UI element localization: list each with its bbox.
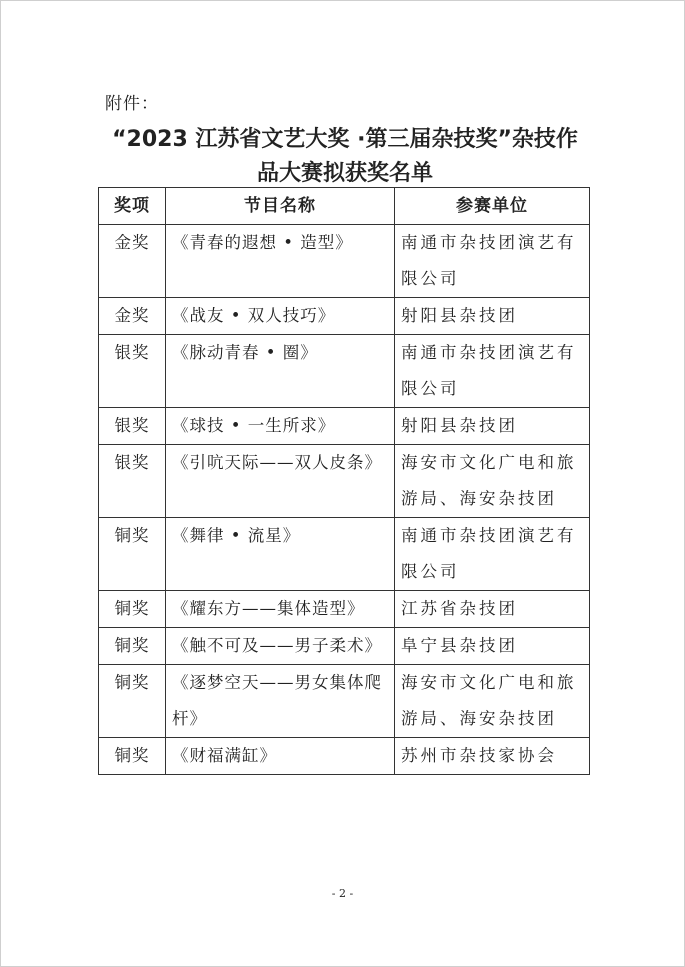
document-title-line-1: “2023 江苏省文艺大奖 ·第三届杂技奖”杂技作 xyxy=(112,127,578,152)
table-row xyxy=(99,591,590,628)
attachment-label: 附件： xyxy=(105,94,159,114)
unit-cell: 苏州市杂技家协会 xyxy=(395,738,590,775)
table-row xyxy=(99,518,590,591)
award-cell: 铜奖 xyxy=(99,628,166,665)
award-cell: 金奖 xyxy=(99,225,166,298)
award-cell: 银奖 xyxy=(99,445,166,518)
unit-cell: 射阳县杂技团 xyxy=(395,408,590,445)
unit-cell: 南通市杂技团演艺有限公司 xyxy=(395,518,590,591)
award-cell: 铜奖 xyxy=(99,518,166,591)
header-program: 节目名称 xyxy=(166,188,395,225)
table-row xyxy=(99,665,590,738)
program-cell: 《舞律 • 流星》 xyxy=(166,518,395,591)
unit-cell: 海安市文化广电和旅游局、海安杂技团 xyxy=(395,665,590,738)
unit-cell: 江苏省杂技团 xyxy=(395,591,590,628)
award-table xyxy=(98,187,590,775)
program-cell: 《耀东方——集体造型》 xyxy=(166,591,395,628)
program-cell: 《引吭天际——双人皮条》 xyxy=(166,445,395,518)
program-cell: 《球技 • 一生所求》 xyxy=(166,408,395,445)
award-cell: 铜奖 xyxy=(99,738,166,775)
page-number: - 2 - xyxy=(331,887,354,900)
unit-cell: 南通市杂技团演艺有限公司 xyxy=(395,335,590,408)
unit-cell: 射阳县杂技团 xyxy=(395,298,590,335)
unit-cell: 阜宁县杂技团 xyxy=(395,628,590,665)
award-cell: 铜奖 xyxy=(99,665,166,738)
unit-cell: 海安市文化广电和旅游局、海安杂技团 xyxy=(395,445,590,518)
table-row xyxy=(99,225,590,298)
program-cell: 《逐梦空天——男女集体爬杆》 xyxy=(166,665,395,738)
unit-cell: 南通市杂技团演艺有限公司 xyxy=(395,225,590,298)
table-header-row xyxy=(99,188,590,225)
program-cell: 《青春的遐想 • 造型》 xyxy=(166,225,395,298)
table-row xyxy=(99,298,590,335)
award-cell: 金奖 xyxy=(99,298,166,335)
award-cell: 银奖 xyxy=(99,408,166,445)
award-cell: 银奖 xyxy=(99,335,166,408)
table-row xyxy=(99,335,590,408)
document-title-line-2: 品大赛拟获奖名单 xyxy=(256,161,433,186)
program-cell: 《触不可及——男子柔术》 xyxy=(166,628,395,665)
table-row xyxy=(99,738,590,775)
award-cell: 铜奖 xyxy=(99,591,166,628)
table-row xyxy=(99,445,590,518)
table-row xyxy=(99,628,590,665)
program-cell: 《财福满缸》 xyxy=(166,738,395,775)
header-unit: 参赛单位 xyxy=(395,188,590,225)
program-cell: 《战友 • 双人技巧》 xyxy=(166,298,395,335)
table-row xyxy=(99,408,590,445)
header-award: 奖项 xyxy=(99,188,166,225)
program-cell: 《脉动青春 • 圈》 xyxy=(166,335,395,408)
